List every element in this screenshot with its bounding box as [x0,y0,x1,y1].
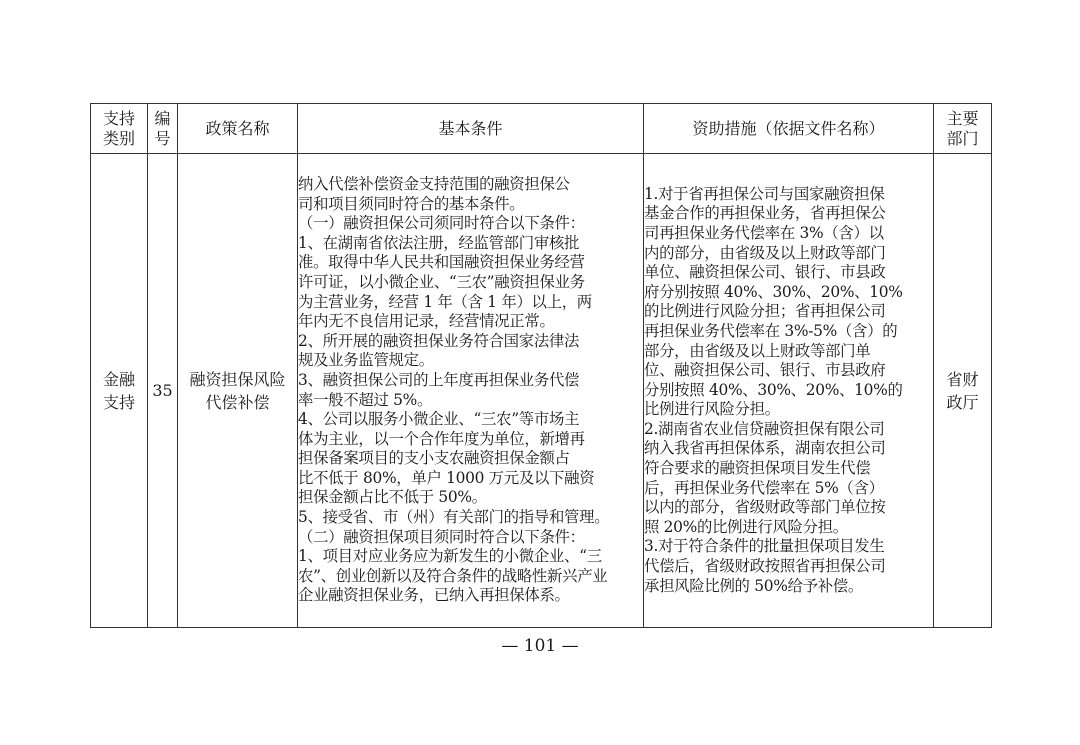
department-line: 省财 [946,369,979,389]
policy-name-line: 代偿补偿 [205,392,270,412]
policy-table [90,103,992,628]
department-cell [934,154,992,628]
measures-line: 承担风险比例的 50%给予补偿。 [644,576,863,595]
measures-line: 比例进行风险分担。 [644,400,780,419]
header-category-line: 类别 [102,128,135,148]
table-header-row [91,104,992,154]
conditions-line: 年内无不良信用记录，经营情况正常。 [298,312,555,331]
conditions-line: 准。取得中华人民共和国融资担保业务经营 [298,253,585,272]
measures-line: 再担保业务代偿率在 3%-5%（含）的 [644,321,898,340]
conditions-line: 1、项目对应业务应为新发生的小微企业、“三 [298,547,602,566]
measures-line: 位、融资担保公司、银行、市县政府 [644,361,886,380]
header-category [91,104,148,154]
header-number-line: 号 [154,128,171,148]
conditions-line: 2、所开展的融资担保业务符合国家法律法 [298,331,580,350]
measures-line: 单位、融资担保公司、银行、市县政 [644,263,886,282]
conditions-line: 规及业务监管规定。 [298,351,434,370]
measures-line: 内的部分，由省级及以上财政等部门 [644,243,886,262]
conditions-line: 担保备案项目的支小支农融资担保金额占 [298,449,570,468]
measures-line: 1.对于省再担保公司与国家融资担保 [644,184,885,203]
header-conditions: 基本条件 [298,104,644,154]
measures-line: 司再担保业务代偿率在 3%（含）以 [644,223,884,242]
conditions-line: 5、接受省、市（州）有关部门的指导和管理。 [298,508,610,527]
measures-cell [644,154,934,628]
measures-line: 分别按照 40%、30%、20%、10%的 [644,380,903,399]
measures-line: 符合要求的融资担保项目发生代偿 [644,459,871,478]
header-number [148,104,178,154]
measures-line: 3.对于符合条件的批量担保项目发生 [644,537,885,556]
category-line: 金融 [102,369,135,389]
measures-line: 代偿后，省级财政按照省再担保公司 [644,557,886,576]
measures-line: 的比例进行风险分担；省再担保公司 [644,302,886,321]
conditions-line: 为主营业务，经营 1 年（含 1 年）以上，两 [298,292,592,311]
conditions-line: 3、融资担保公司的上年度再担保业务代偿 [298,370,580,389]
number-cell: 35 [148,154,178,628]
measures-line: 照 20%的比例进行风险分担。 [644,517,848,536]
measures-line: 基金合作的再担保业务，省再担保公 [644,204,886,223]
header-category-line: 支持 [102,108,135,128]
conditions-line: 司和项目须同时符合的基本条件。 [298,194,525,213]
conditions-line: 企业融资担保业务，已纳入再担保体系。 [298,586,570,605]
header-department-line: 部门 [946,128,979,148]
header-number-line: 编 [154,108,171,128]
measures-text [644,185,933,596]
conditions-line: 率一般不超过 5%。 [298,390,433,409]
conditions-line: （二）融资担保项目须同时符合以下条件： [298,527,585,546]
conditions-line: 4、公司以服务小微企业、“三农”等市场主 [298,410,580,429]
department-line: 政厅 [946,392,979,412]
conditions-line: 许可证，以小微企业、“三农”融资担保业务 [298,272,585,291]
measures-line: 以内的部分，省级财政等部门单位按 [644,498,886,517]
measures-line: 部分，由省级及以上财政等部门单 [644,341,871,360]
policy-name-line: 融资担保风险 [189,369,286,389]
conditions-line: 担保金额占比不低于 50%。 [298,488,487,507]
page-number: — 101 — [501,636,579,656]
conditions-line: 比不低于 80%，单户 1000 万元及以下融资 [298,468,595,487]
header-policy-name: 政策名称 [178,104,298,154]
conditions-line: 体为主业，以一个合作年度为单位，新增再 [298,429,585,448]
conditions-line: 纳入代偿补偿资金支持范围的融资担保公 [298,174,570,193]
header-department [934,104,992,154]
header-department-line: 主要 [946,108,979,128]
table-row [91,154,992,628]
measures-line: 纳入我省再担保体系，湖南农担公司 [644,439,886,458]
category-line: 支持 [102,392,135,412]
category-cell [91,154,148,628]
measures-line: 后，再担保业务代偿率在 5%（含） [644,478,884,497]
conditions-line: 农”、创业创新以及符合条件的战略性新兴产业 [298,566,608,585]
conditions-line: 1、在湖南省依法注册，经监管部门审核批 [298,233,580,252]
conditions-cell [298,154,644,628]
header-measures: 资助措施（依据文件名称） [644,104,934,154]
policy-name-cell [178,154,298,628]
conditions-line: （一）融资担保公司须同时符合以下条件： [298,214,585,233]
measures-line: 2.湖南省农业信贷融资担保有限公司 [644,419,885,438]
measures-line: 府分别按照 40%、30%、20%、10% [644,282,903,301]
conditions-text [298,175,643,606]
